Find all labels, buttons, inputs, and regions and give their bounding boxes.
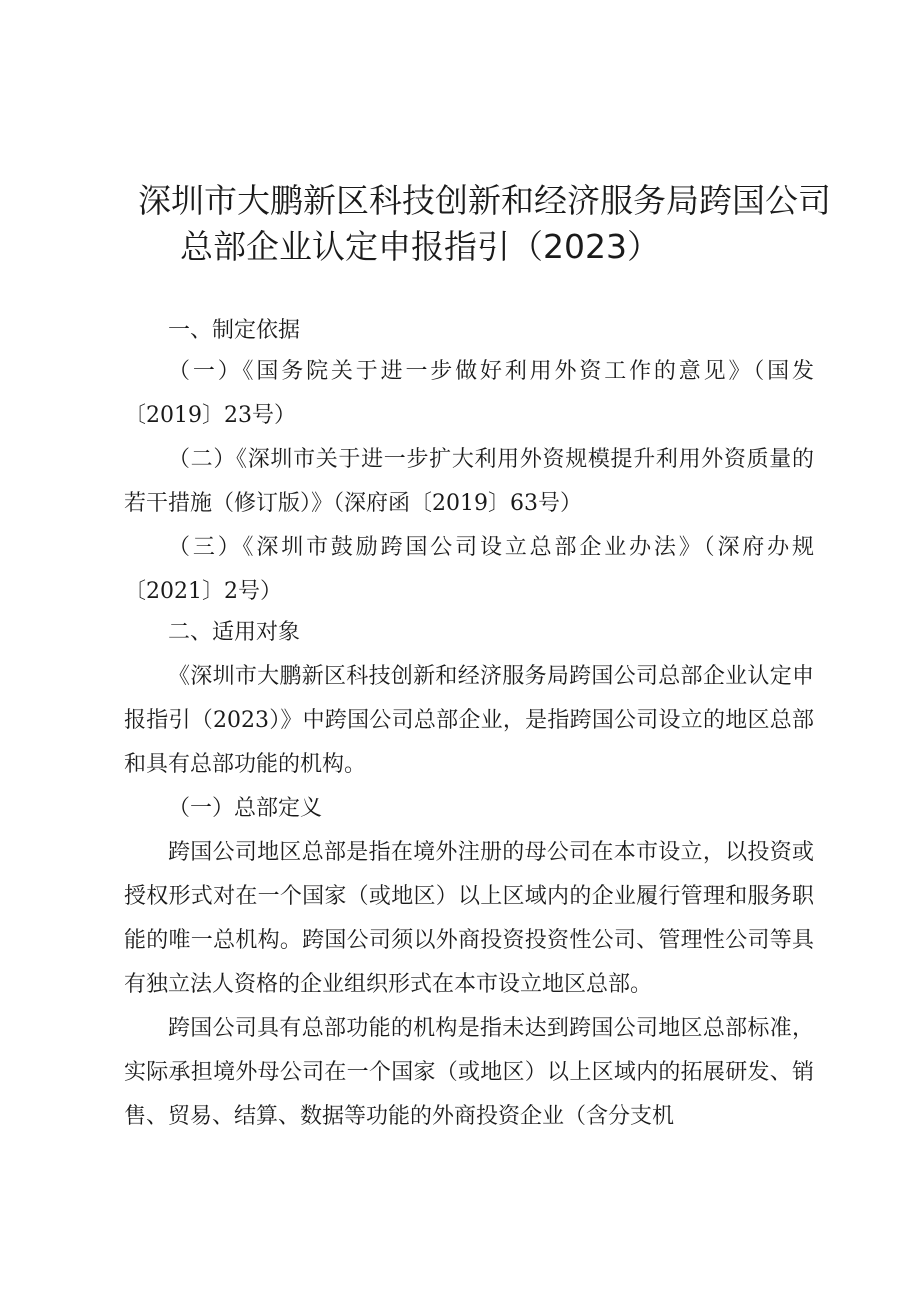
document-title-line1: 深圳市大鹏新区科技创新和经济服务局跨国公司 <box>138 181 831 220</box>
scope-intro-paragraph: 《深圳市大鹏新区科技创新和经济服务局跨国公司总部企业认定申报指引（2023）》中跨国公司总部企业，是指跨国公司设立的地区总部和具有总部功能的机构。 <box>124 664 814 777</box>
subsection-heading-definition: （一）总部定义 <box>168 796 323 821</box>
definition-paragraph-2: 跨国公司具有总部功能的机构是指未达到跨国公司地区总部标准，实际承担境外母公司在一个国家（或地区）以上区域内的拓展研发、销售、贸易、结算、数据等功能的外商投资企业（含分支机 <box>124 1016 814 1129</box>
section-heading-scope: 二、适用对象 <box>168 620 301 645</box>
section-heading-basis: 一、制定依据 <box>168 318 301 343</box>
definition-paragraph-1: 跨国公司地区总部是指在境外注册的母公司在本市设立，以投资或授权形式对在一个国家（或地区）以上区域内的企业履行管理和服务职能的唯一总机构。跨国公司须以外商投资投资性公司、管理性公司等具有独立法人资格的企业组织形式在本市设立地区总部。 <box>124 840 814 997</box>
basis-item-2: （二）《深圳市关于进一步扩大利用外资规模提升利用外资质量的若干措施（修订版）》（深府函〔2019〕63号） <box>124 447 814 516</box>
document-title-line2: 总部企业认定申报指引（2023） <box>180 227 660 266</box>
basis-item-3: （三）《深圳市鼓励跨国公司设立总部企业办法》（深府办规〔2021〕2号） <box>124 535 814 604</box>
basis-item-1: （一）《国务院关于进一步做好利用外资工作的意见》（国发〔2019〕23号） <box>124 359 814 428</box>
